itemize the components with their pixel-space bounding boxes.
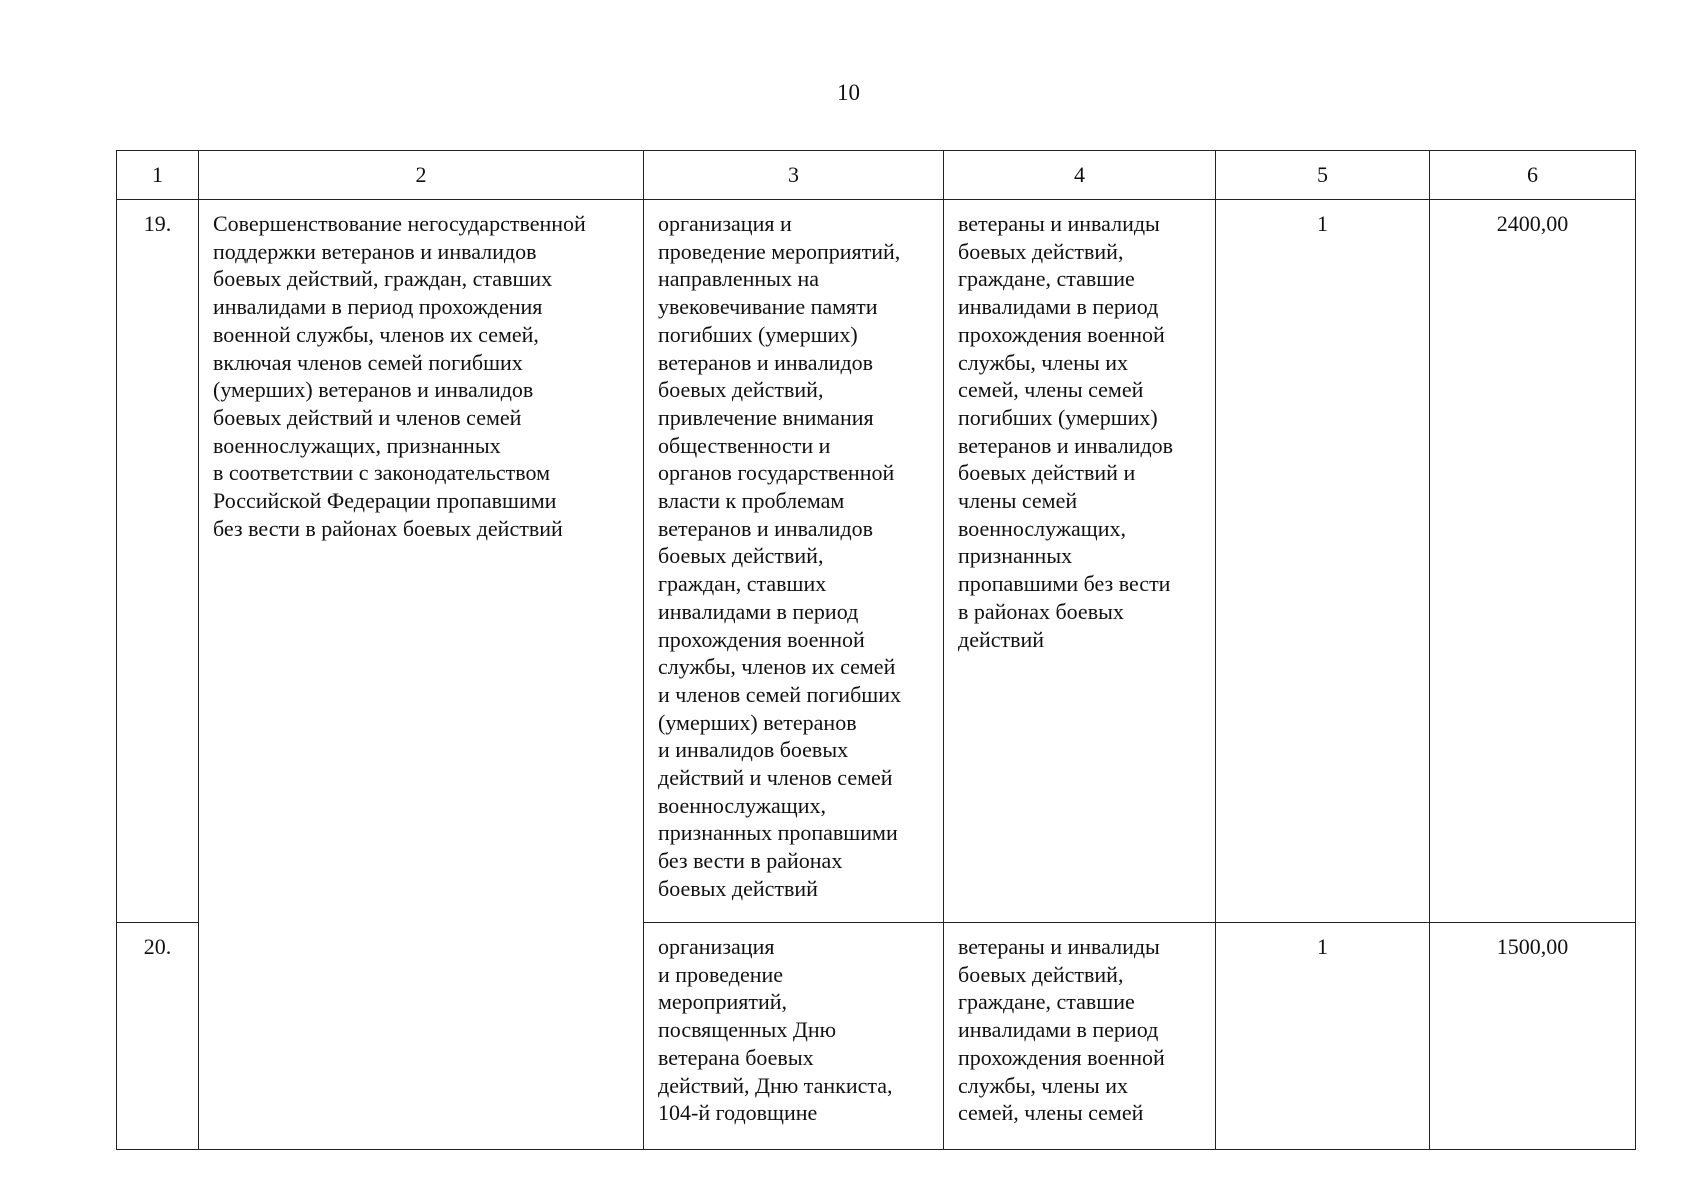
target-group-cell: ветераны и инвалиды боевых действий, граждане, ставшие инвалидами в период прохождения военной службы, члены их семей, члены семей [944,923,1216,1150]
page-number: 10 [837,80,860,105]
header-col-3: 3 [644,151,944,200]
header-row [117,151,1636,200]
header-col-5: 5 [1216,151,1430,200]
amount-cell: 2400,00 [1430,200,1636,923]
row-number: 19. [117,200,199,923]
header-col-4: 4 [944,151,1216,200]
table-row [117,200,1636,923]
col5-cell: 1 [1216,200,1430,923]
target-group-cell: ветераны и инвалиды боевых действий, граждане, ставшие инвалидами в период прохождения военной службы, члены их семей, члены семей погибших (умерших) ветеранов и инвалидов боевых действий и члены семей военнослужащих, признанных пропавшими без вести в районах боевых действий [944,200,1216,923]
row-number: 20. [117,923,199,1150]
header-col-2: 2 [199,151,644,200]
header-col-6: 6 [1430,151,1636,200]
direction-cell: Совершенствование негосударственной поддержки ветеранов и инвалидов боевых действий, граждан, ставших инвалидами в период прохождения военной службы, членов их семей, включая членов семей погибших (умерших) ветеранов и инвалидов боевых действий и членов семей военнослужащих, признанных в соответствии с законодательством Российской Федерации пропавшими без вести в районах боевых действий [199,200,644,1150]
activity-cell: организация и проведение мероприятий, направленных на увековечивание памяти погибших (умерших) ветеранов и инвалидов боевых действий, привлечение внимания общественности и органов государственной власти к проблемам ветеранов и инвалидов боевых действий, граждан, ставших инвалидами в период прохождения военной службы, членов их семей и членов семей погибших (умерших) ветеранов и инвалидов боевых действий и членов семей военнослужащих, признанных пропавшими без вести в районах боевых действий [644,200,944,923]
col5-cell: 1 [1216,923,1430,1150]
program-table [116,150,1636,1150]
header-col-1: 1 [117,151,199,200]
amount-cell: 1500,00 [1430,923,1636,1150]
activity-cell: организация и проведение мероприятий, посвященных Дню ветерана боевых действий, Дню танкиста, 104-й годовщине [644,923,944,1150]
